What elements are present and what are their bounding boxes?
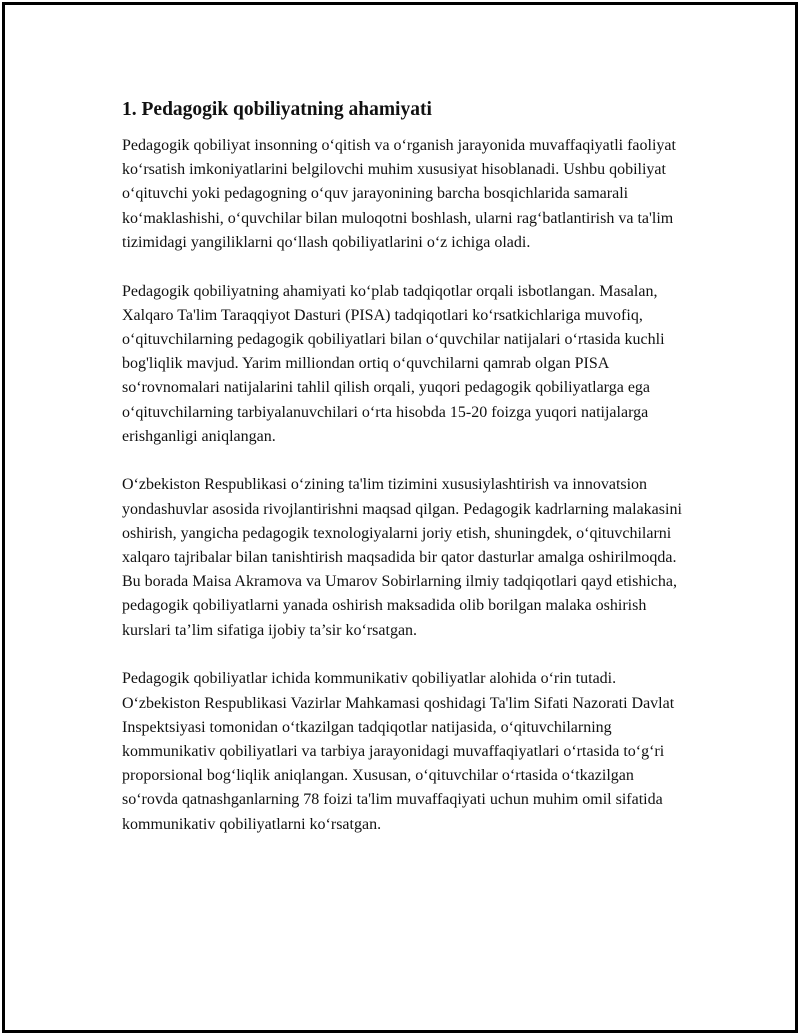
page-frame — [2, 2, 798, 1033]
document-body — [122, 97, 682, 861]
paragraph-2: Pedagogik qobiliyatning ahamiyati ko‘plab tadqiqotlar orqali isbotlangan. Masalan, Xalqaro Ta'lim Taraqqiyot Dasturi (PISA) tadqiqotlari ko‘rsatkichlariga muvofiq, o‘qituvchilarning pedagogik qobiliyatlari bilan o‘quvchilar natijalari o‘rtasida kuchli bog'liqlik mavjud. Yarim milliondan ortiq o‘quvchilarni qamrab olgan PISA so‘rovnomalari natijalarini tahlil qilish orqali, yuqori pedagogik qobiliyatlarga ega o‘qituvchilarning tarbiyalanuvchilari o‘rta hisobda 15-20 foizga yuqori natijalarga erishganligi aniqlangan. — [122, 282, 665, 445]
paragraph-4: Pedagogik qobiliyatlar ichida kommunikativ qobiliyatlar alohida o‘rin tutadi. O‘zbekiston Respublikasi Vazirlar Mahkamasi qoshidagi Ta'lim Sifati Nazorati Davlat Inspektsiyasi tomonidan o‘tkazilgan tadqiqotlar natijasida, o‘qituvchilarning kommunikativ qobiliyatlari va tarbiya jarayonidagi muvaffaqiyatlari o‘rtasida to‘g‘ri proporsional bog‘liqlik aniqlangan. Xususan, o‘qituvchilar o‘rtasida o‘tkazilgan so‘rovda qatnashganlarning 78 foizi ta'lim muvaffaqiyati uchun muhim omil sifatida kommunikativ qobiliyatlarni ko‘rsatgan. — [122, 670, 675, 833]
section-heading: 1. Pedagogik qobiliyatning ahamiyati — [122, 99, 432, 120]
paragraph-3: O‘zbekiston Respublikasi o‘zining ta'lim tizimini xususiylashtirish va innovatsion yondashuvlar asosida rivojlantirishni maqsad qilgan. Pedagogik kadrlarning malakasini oshirish, yangicha pedagogik texnologiyalarni joriy etish, shuningdek, o‘qituvchilarni xalqaro tajribalar bilan tanishtirish maqsadida bir qator dasturlar amalga oshirilmoqda. Bu borada Maisa Akramova va Umarov Sobirlarning ilmiy tadqiqotlari qayd etishicha, pedagogik qobiliyatlarni yanada oshirish maksadida olib borilgan malaka oshirish kurslari ta’lim sifatiga ijobiy ta’sir ko‘rsatgan. — [122, 476, 682, 639]
paragraph-1: Pedagogik qobiliyat insonning o‘qitish va o‘rganish jarayonida muvaffaqiyatli faoliyat ko‘rsatish imkoniyatlarini belgilovchi muhim xususiyat hisoblanadi. Ushbu qobiliyat o‘qituvchi yoki pedagogning o‘quv jarayonining barcha bosqichlarida samarali ko‘maklashishi, o‘quvchilar bilan muloqotni boshlash, ularni rag‘batlantirish va ta'lim tizimidagi yangiliklarni qo‘llash qobiliyatlarini o‘z ichiga oladi. — [122, 137, 676, 251]
